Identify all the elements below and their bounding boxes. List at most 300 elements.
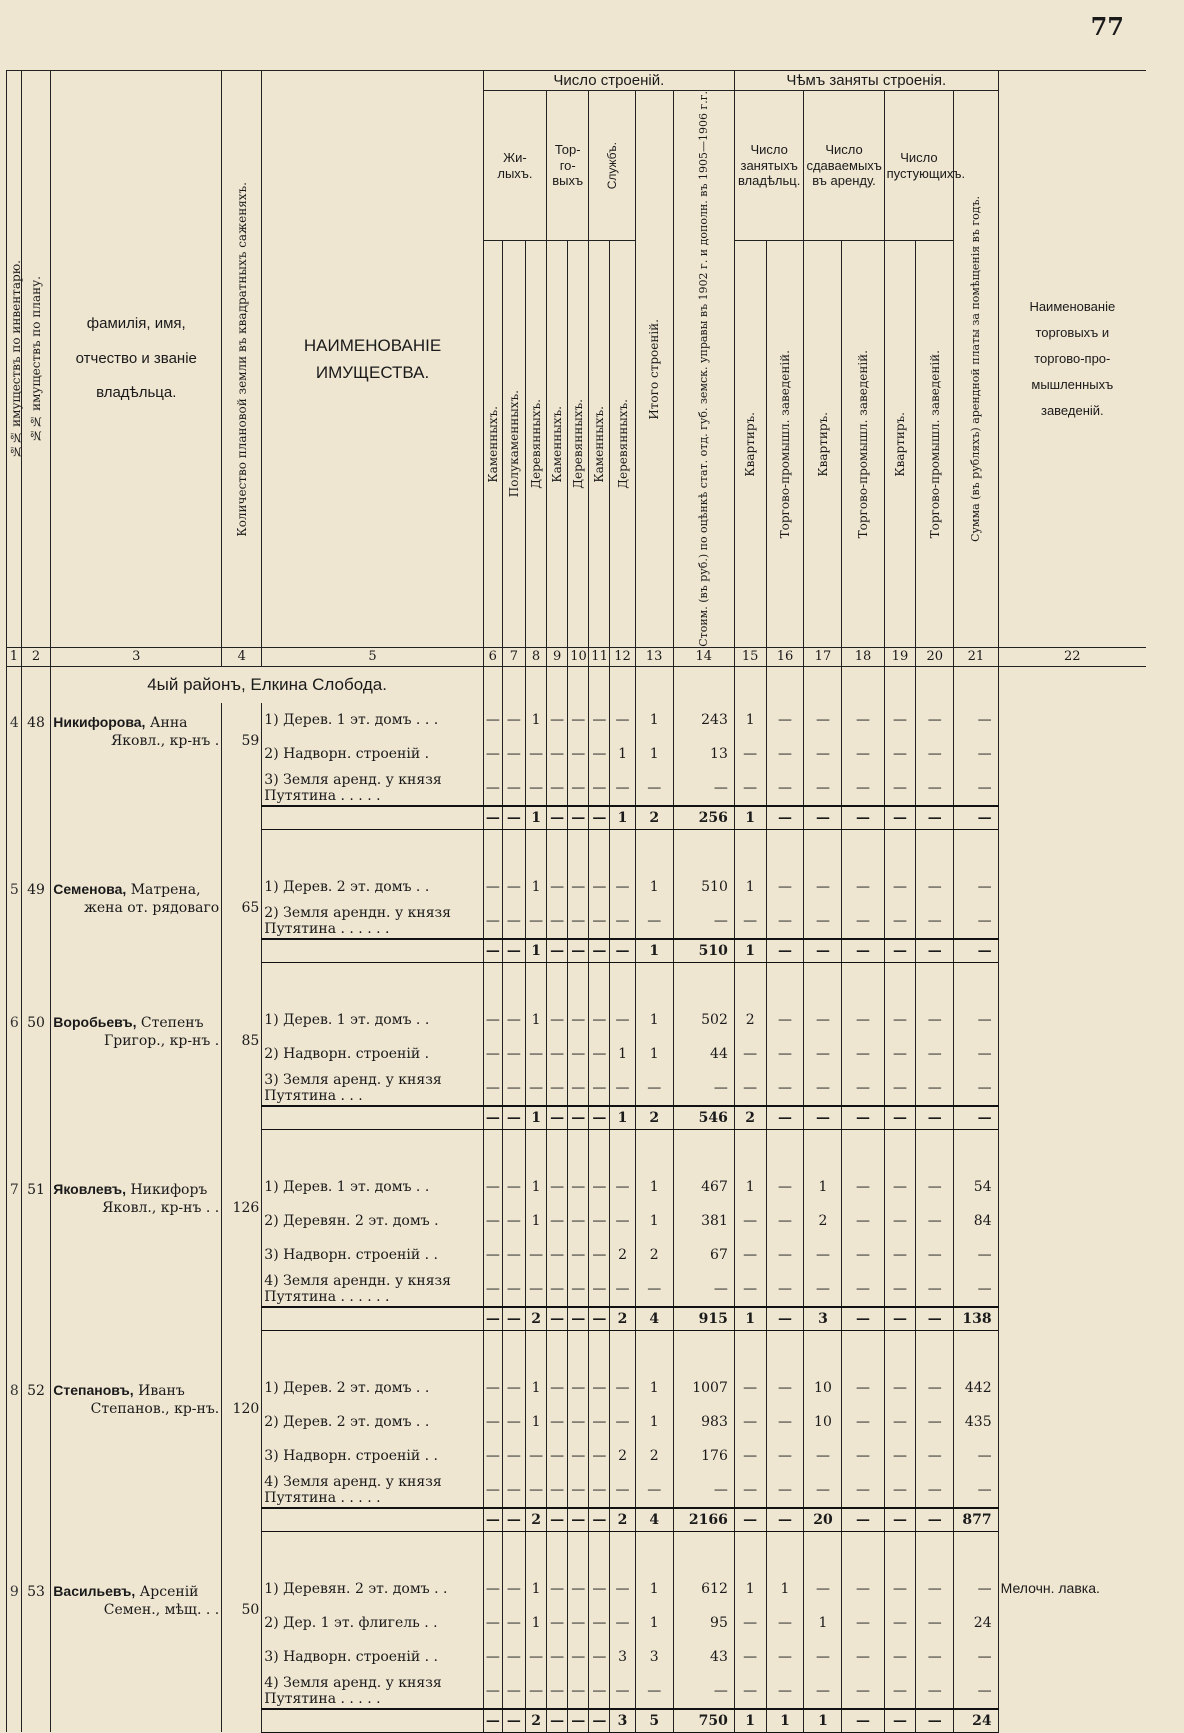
- owner-details: Степанов., кр-нъ.: [90, 1400, 220, 1417]
- value-cell: —: [610, 1473, 635, 1508]
- total-cell: —: [502, 1508, 525, 1532]
- value-cell: —: [734, 904, 766, 939]
- spacer: [262, 1709, 484, 1733]
- value-cell: —: [547, 904, 568, 939]
- owner-details: Григор., кр-нъ .: [103, 1032, 220, 1049]
- spacer: [483, 1330, 502, 1371]
- value-cell: —: [766, 703, 804, 737]
- total-cell: 1: [734, 1307, 766, 1331]
- value-cell: —: [766, 1003, 804, 1037]
- value-cell: —: [502, 1238, 525, 1272]
- value-cell: —: [804, 1037, 842, 1071]
- value-cell: —: [916, 1170, 954, 1204]
- plan-no: 50: [21, 1003, 51, 1130]
- owner-surname: Яковлевъ,: [53, 1180, 127, 1197]
- value-cell: —: [734, 1640, 766, 1674]
- value-cell: —: [610, 771, 635, 806]
- total-cell: —: [954, 806, 998, 830]
- value-cell: 44: [673, 1037, 734, 1071]
- total-cell: 750: [673, 1709, 734, 1733]
- spacer: [842, 1129, 884, 1170]
- total-cell: 3: [804, 1307, 842, 1331]
- spacer: [673, 829, 734, 870]
- value-cell: —: [766, 1204, 804, 1238]
- value-cell: —: [884, 870, 916, 904]
- value-cell: —: [884, 1003, 916, 1037]
- value-cell: —: [502, 870, 525, 904]
- total-cell: —: [610, 939, 635, 963]
- value-cell: —: [954, 1640, 998, 1674]
- property-item: 3) Земля аренд. у князя Путятина . . .: [262, 1071, 484, 1106]
- column-number: 1: [7, 647, 22, 666]
- owner-surname: Никифорова,: [53, 713, 146, 730]
- value-cell: —: [589, 1606, 610, 1640]
- total-cell: —: [568, 1508, 589, 1532]
- value-cell: —: [804, 1572, 842, 1606]
- value-cell: —: [766, 1037, 804, 1071]
- value-cell: —: [483, 771, 502, 806]
- value-cell: —: [483, 1606, 502, 1640]
- value-cell: 10: [804, 1405, 842, 1439]
- value-cell: —: [610, 1405, 635, 1439]
- spacer: [842, 1531, 884, 1572]
- value-cell: —: [502, 1473, 525, 1508]
- spacer: [734, 1330, 766, 1371]
- value-cell: —: [734, 1405, 766, 1439]
- spacer: [568, 962, 589, 1003]
- spacer: [7, 1129, 22, 1170]
- inventory-no: 7: [7, 1170, 22, 1331]
- total-cell: —: [502, 1307, 525, 1331]
- total-cell: —: [483, 806, 502, 830]
- total-cell: —: [916, 1307, 954, 1331]
- land-area: 85: [222, 1003, 262, 1130]
- value-cell: 3: [610, 1640, 635, 1674]
- total-cell: —: [766, 1508, 804, 1532]
- value-cell: —: [954, 904, 998, 939]
- spacer: [589, 1330, 610, 1371]
- value-cell: —: [526, 1037, 547, 1071]
- value-cell: —: [568, 1405, 589, 1439]
- spacer-row: [7, 962, 1147, 1003]
- value-cell: —: [483, 1674, 502, 1709]
- spacer-row: [7, 1129, 1147, 1170]
- value-cell: —: [589, 1272, 610, 1307]
- property-item: 1) Дерев. 1 эт. домъ . .: [262, 1003, 484, 1037]
- total-cell: 2: [610, 1307, 635, 1331]
- value-cell: —: [916, 703, 954, 737]
- total-cell: —: [916, 806, 954, 830]
- inventory-no: 5: [7, 870, 22, 963]
- value-cell: —: [568, 1640, 589, 1674]
- spacer: [262, 829, 484, 870]
- header-plan-no: №№ имуществъ по плану.: [21, 71, 51, 648]
- spacer: [7, 666, 22, 703]
- value-cell: —: [804, 1071, 842, 1106]
- spacer: [483, 1129, 502, 1170]
- value-cell: —: [884, 1640, 916, 1674]
- value-cell: —: [568, 1238, 589, 1272]
- spacer: [568, 1129, 589, 1170]
- spacer: [502, 829, 525, 870]
- inventory-no: 6: [7, 1003, 22, 1130]
- value-cell: —: [766, 1674, 804, 1709]
- total-cell: —: [842, 1709, 884, 1733]
- spacer: [673, 1531, 734, 1572]
- total-cell: —: [568, 1307, 589, 1331]
- header-trade-establishments: Наименованіе торговыхъ и торгово-про- мышленныхъ заведеній.: [998, 71, 1146, 648]
- total-cell: —: [589, 1508, 610, 1532]
- total-cell: 2: [526, 1709, 547, 1733]
- value-cell: —: [589, 1003, 610, 1037]
- total-cell: —: [568, 1709, 589, 1733]
- value-cell: —: [547, 1473, 568, 1508]
- value-cell: —: [916, 1071, 954, 1106]
- value-cell: —: [547, 771, 568, 806]
- value-cell: —: [884, 1473, 916, 1508]
- value-cell: —: [842, 1371, 884, 1405]
- total-cell: 4: [635, 1307, 673, 1331]
- land-area: 120: [222, 1371, 262, 1532]
- spacer: [7, 962, 22, 1003]
- value-cell: —: [547, 1238, 568, 1272]
- plan-no: 48: [21, 703, 51, 830]
- value-cell: —: [804, 737, 842, 771]
- spacer: [568, 1330, 589, 1371]
- spacer: [884, 1330, 916, 1371]
- spacer: [262, 806, 484, 830]
- value-cell: —: [673, 904, 734, 939]
- plan-no: 53: [21, 1572, 51, 1733]
- total-cell: —: [547, 806, 568, 830]
- value-cell: —: [502, 1674, 525, 1709]
- spacer: [21, 1129, 51, 1170]
- value-cell: 435: [954, 1405, 998, 1439]
- value-cell: —: [568, 1037, 589, 1071]
- value-cell: —: [568, 1371, 589, 1405]
- total-cell: —: [483, 1307, 502, 1331]
- total-cell: —: [766, 806, 804, 830]
- total-cell: 24: [954, 1709, 998, 1733]
- value-cell: —: [842, 1473, 884, 1508]
- value-cell: —: [842, 1003, 884, 1037]
- spacer: [568, 666, 589, 703]
- total-cell: 2: [734, 1106, 766, 1130]
- header-rent-sum: Сумма (въ рубляхъ) арендной платы за помѣщенія въ годъ.: [954, 91, 998, 648]
- value-cell: —: [483, 1170, 502, 1204]
- total-cell: —: [804, 939, 842, 963]
- column-number: 10: [568, 647, 589, 666]
- value-cell: 2: [635, 1439, 673, 1473]
- value-cell: 1: [526, 1371, 547, 1405]
- header-rented: Число сдаваемыхъ въ аренду.: [804, 91, 884, 241]
- spacer: [526, 1129, 547, 1170]
- value-cell: 54: [954, 1170, 998, 1204]
- spacer: [21, 1531, 51, 1572]
- value-cell: 1: [734, 1572, 766, 1606]
- value-cell: 95: [673, 1606, 734, 1640]
- value-cell: —: [804, 1439, 842, 1473]
- total-cell: —: [884, 1709, 916, 1733]
- value-cell: —: [502, 737, 525, 771]
- total-cell: —: [734, 1508, 766, 1532]
- column-number: 11: [589, 647, 610, 666]
- value-cell: —: [804, 1473, 842, 1508]
- value-cell: —: [483, 870, 502, 904]
- spacer: [998, 666, 1146, 703]
- value-cell: —: [842, 1204, 884, 1238]
- total-cell: 2: [635, 1106, 673, 1130]
- property-item: 2) Надворн. строеній .: [262, 737, 484, 771]
- spacer: [766, 666, 804, 703]
- total-cell: —: [884, 1307, 916, 1331]
- value-cell: —: [502, 1606, 525, 1640]
- spacer: [21, 829, 51, 870]
- spacer: [222, 1129, 262, 1170]
- value-cell: —: [526, 1238, 547, 1272]
- value-cell: —: [766, 1371, 804, 1405]
- spacer: [262, 1106, 484, 1130]
- value-cell: —: [547, 737, 568, 771]
- value-cell: —: [884, 1674, 916, 1709]
- header-living: Жи- лыхъ.: [483, 91, 546, 241]
- total-cell: —: [766, 1106, 804, 1130]
- land-area: 50: [222, 1572, 262, 1733]
- column-numbers-row: [7, 647, 1147, 666]
- value-cell: —: [884, 904, 916, 939]
- value-cell: —: [610, 1003, 635, 1037]
- value-cell: —: [954, 771, 998, 806]
- property-item: 1) Дерев. 2 эт. домъ . .: [262, 870, 484, 904]
- value-cell: 442: [954, 1371, 998, 1405]
- total-cell: —: [842, 1508, 884, 1532]
- spacer: [568, 829, 589, 870]
- value-cell: —: [734, 771, 766, 806]
- value-cell: —: [884, 737, 916, 771]
- value-cell: —: [526, 1071, 547, 1106]
- value-cell: —: [547, 1674, 568, 1709]
- owner-cell: Никифорова, Анна Яковл., кр-нъ .: [51, 703, 222, 830]
- value-cell: —: [766, 1170, 804, 1204]
- property-item: 3) Надворн. строеній . .: [262, 1238, 484, 1272]
- value-cell: —: [568, 771, 589, 806]
- value-cell: —: [804, 703, 842, 737]
- value-cell: —: [734, 1371, 766, 1405]
- value-cell: —: [502, 1170, 525, 1204]
- total-cell: —: [842, 806, 884, 830]
- value-cell: —: [884, 1606, 916, 1640]
- spacer: [262, 1307, 484, 1331]
- value-cell: —: [483, 1071, 502, 1106]
- spacer: [589, 962, 610, 1003]
- column-number: 2: [21, 647, 51, 666]
- value-cell: —: [954, 1439, 998, 1473]
- value-cell: —: [589, 1371, 610, 1405]
- value-cell: —: [842, 1170, 884, 1204]
- value-cell: —: [673, 771, 734, 806]
- value-cell: —: [568, 904, 589, 939]
- spacer: [804, 829, 842, 870]
- value-cell: —: [502, 1371, 525, 1405]
- spacer: [222, 1531, 262, 1572]
- total-cell: —: [842, 1106, 884, 1130]
- total-cell: 915: [673, 1307, 734, 1331]
- value-cell: —: [842, 1238, 884, 1272]
- value-cell: —: [568, 1272, 589, 1307]
- spacer: [884, 962, 916, 1003]
- spacer: [884, 1531, 916, 1572]
- value-cell: 983: [673, 1405, 734, 1439]
- value-cell: —: [916, 1674, 954, 1709]
- total-cell: —: [502, 1709, 525, 1733]
- value-cell: —: [916, 1238, 954, 1272]
- value-cell: —: [884, 1572, 916, 1606]
- value-cell: —: [502, 1003, 525, 1037]
- value-cell: —: [884, 1238, 916, 1272]
- value-cell: —: [766, 771, 804, 806]
- value-cell: —: [916, 1473, 954, 1508]
- value-cell: —: [547, 1170, 568, 1204]
- column-number: 7: [502, 647, 525, 666]
- owner-cell: Семенова, Матрена, жена от. рядоваго: [51, 870, 222, 963]
- header-property: НАИМЕНОВАНІЕ ИМУЩЕСТВА.: [262, 71, 484, 648]
- inventory-no: 8: [7, 1371, 22, 1532]
- value-cell: 2: [804, 1204, 842, 1238]
- spacer: [884, 1129, 916, 1170]
- value-cell: —: [884, 703, 916, 737]
- value-cell: —: [884, 771, 916, 806]
- value-cell: —: [589, 1170, 610, 1204]
- spacer: [766, 962, 804, 1003]
- value-cell: 1: [526, 1170, 547, 1204]
- header-empty: Число пустующихъ.: [884, 91, 954, 241]
- value-cell: —: [766, 737, 804, 771]
- spacer: [502, 666, 525, 703]
- value-cell: —: [804, 1640, 842, 1674]
- value-cell: —: [589, 1640, 610, 1674]
- total-cell: 256: [673, 806, 734, 830]
- total-cell: —: [483, 1508, 502, 1532]
- district-row: [7, 666, 1147, 703]
- spacer: [610, 829, 635, 870]
- value-cell: 1: [804, 1170, 842, 1204]
- value-cell: —: [502, 904, 525, 939]
- value-cell: —: [954, 1473, 998, 1508]
- owner-details: Яковл., кр-нъ . .: [102, 1199, 220, 1216]
- trade-establishment: [998, 703, 1146, 830]
- value-cell: —: [589, 703, 610, 737]
- value-cell: 243: [673, 703, 734, 737]
- value-cell: —: [734, 1272, 766, 1307]
- value-cell: —: [502, 703, 525, 737]
- value-cell: 67: [673, 1238, 734, 1272]
- value-cell: —: [483, 1473, 502, 1508]
- trade-establishment: [998, 1170, 1146, 1331]
- spacer: [804, 1129, 842, 1170]
- spacer: [222, 962, 262, 1003]
- trade-establishment: Мелочн. лавка.: [998, 1572, 1146, 1733]
- value-cell: 1007: [673, 1371, 734, 1405]
- value-cell: 2: [734, 1003, 766, 1037]
- value-cell: 1: [635, 1371, 673, 1405]
- value-cell: —: [766, 904, 804, 939]
- total-cell: —: [547, 939, 568, 963]
- value-cell: —: [954, 1037, 998, 1071]
- value-cell: —: [526, 1473, 547, 1508]
- value-cell: 1: [526, 1606, 547, 1640]
- value-cell: —: [734, 1473, 766, 1508]
- value-cell: —: [916, 1439, 954, 1473]
- value-cell: —: [547, 1405, 568, 1439]
- spacer: [635, 1531, 673, 1572]
- value-cell: —: [483, 1204, 502, 1238]
- value-cell: 1: [635, 1204, 673, 1238]
- value-cell: —: [568, 1204, 589, 1238]
- spacer: [998, 1531, 1146, 1572]
- inventory-no: 4: [7, 703, 22, 830]
- column-number: 17: [804, 647, 842, 666]
- value-cell: —: [589, 771, 610, 806]
- spacer: [884, 829, 916, 870]
- total-cell: 3: [610, 1709, 635, 1733]
- value-cell: —: [568, 1473, 589, 1508]
- spacer: [7, 829, 22, 870]
- total-cell: 1: [734, 939, 766, 963]
- value-cell: —: [916, 1572, 954, 1606]
- value-cell: —: [502, 1439, 525, 1473]
- table-row: [7, 1003, 1147, 1037]
- value-cell: —: [568, 1606, 589, 1640]
- spacer: [804, 962, 842, 1003]
- header-occupied-group: Чѣмъ заняты строенія.: [734, 71, 998, 91]
- spacer: [804, 1330, 842, 1371]
- total-cell: —: [916, 1709, 954, 1733]
- column-number: 5: [262, 647, 484, 666]
- spacer: [998, 1129, 1146, 1170]
- spacer: [610, 1531, 635, 1572]
- spacer: [51, 1129, 222, 1170]
- spacer: [262, 962, 484, 1003]
- value-cell: —: [502, 1272, 525, 1307]
- header-buildings-group: Число строеній.: [483, 71, 734, 91]
- value-cell: 1: [635, 703, 673, 737]
- spacer: [998, 962, 1146, 1003]
- plan-no: 52: [21, 1371, 51, 1532]
- value-cell: —: [954, 1572, 998, 1606]
- spacer: [21, 666, 51, 703]
- total-cell: —: [884, 1106, 916, 1130]
- column-number: 20: [916, 647, 954, 666]
- value-cell: —: [589, 737, 610, 771]
- value-cell: —: [589, 1473, 610, 1508]
- owner-surname: Степановъ,: [53, 1381, 134, 1398]
- value-cell: —: [884, 1170, 916, 1204]
- value-cell: 1: [734, 1170, 766, 1204]
- value-cell: —: [804, 904, 842, 939]
- owner-surname: Воробьевъ,: [53, 1013, 137, 1030]
- table-row: [7, 1371, 1147, 1405]
- spacer: [262, 1129, 484, 1170]
- value-cell: —: [842, 870, 884, 904]
- value-cell: —: [589, 1572, 610, 1606]
- spacer: [734, 1531, 766, 1572]
- value-cell: —: [673, 1071, 734, 1106]
- value-cell: —: [916, 1003, 954, 1037]
- value-cell: 24: [954, 1606, 998, 1640]
- register-sheet: [6, 70, 1146, 1729]
- spacer: [526, 1330, 547, 1371]
- spacer: [502, 1330, 525, 1371]
